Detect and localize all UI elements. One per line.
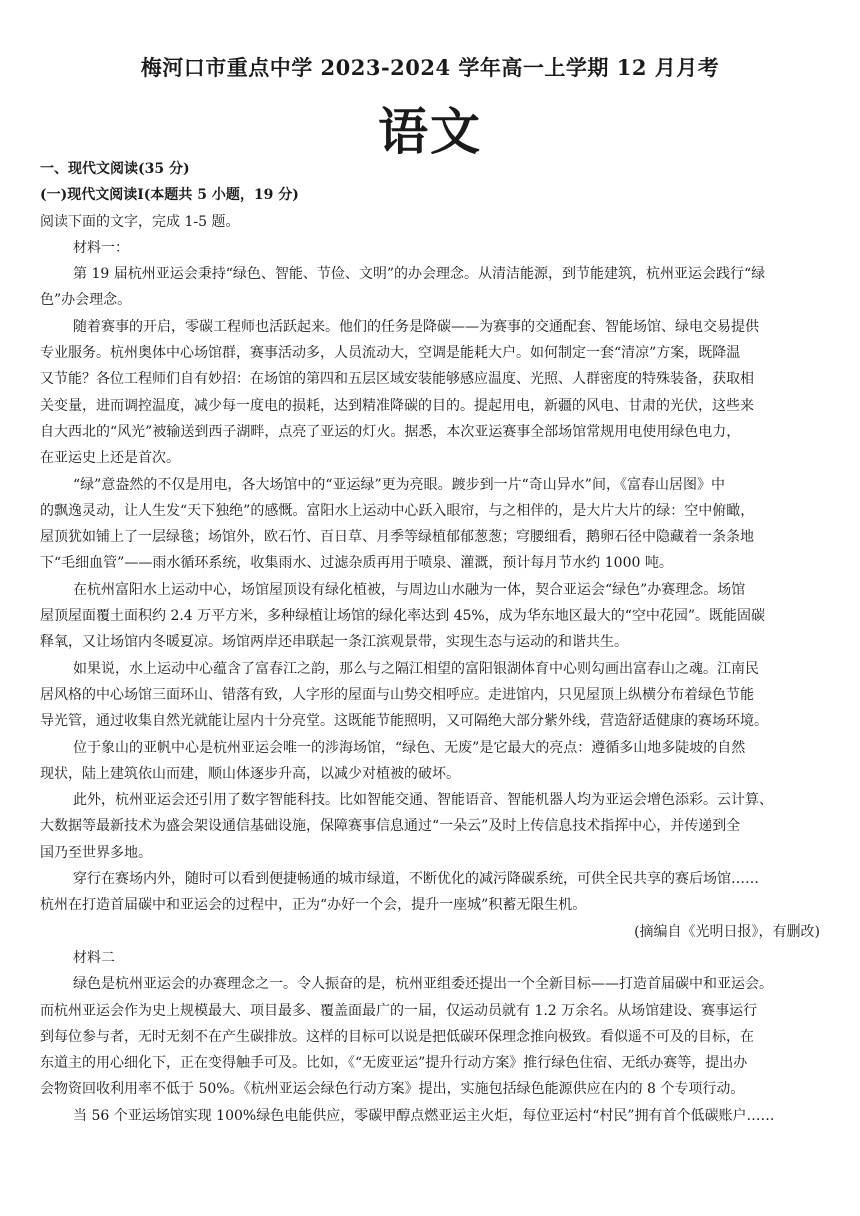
paragraph-line: 杭州在打造首届碳中和亚运会的过程中，正为“办好一个会，提升一座城”积蓄无限生机。 [40, 897, 587, 914]
paragraph-line: 又节能？各位工程师们自有妙招：在场馆的第四和五层区域安装能够感应温度、光照、人群密度的特殊装备，获取相 [40, 371, 754, 388]
paragraph-line: 当 56 个亚运场馆实现 100%绿色电能供应，零碳甲醇点燃亚运主火炬，每位亚运村“村民”拥有首个低碳账户…… [73, 1107, 775, 1124]
paragraph-line: 此外，杭州亚运会还引用了数字智能科技。比如智能交通、智能语音、智能机器人均为亚运会增色添彩。云计算、 [73, 792, 773, 809]
paragraph-line: 关变量，进而调控温度，减少每一度电的损耗，达到精准降碳的目的。提起用电，新疆的风电、甘肃的光伏，这些来 [40, 397, 754, 414]
paragraph-line: 第 19 届杭州亚运会秉持“绿色、智能、节俭、文明”的办会理念。从清洁能源，到节能建筑，杭州亚运会践行“绿 [73, 266, 766, 283]
paragraph-line: 大数据等最新技术为盛会架设通信基础设施，保障赛事信息通过“一朵云”及时上传信息技术指挥中心，并传递到全 [40, 818, 741, 835]
paragraph-line: 穿行在赛场内外，随时可以看到便捷畅通的城市绿道，不断优化的减污降碳系统，可供全民共享的赛后场馆…… [73, 871, 759, 888]
paragraph-line: 随着赛事的开启，零碳工程师也活跃起来。他们的任务是降碳——为赛事的交通配套、智能场馆、绿电交易提供 [73, 318, 759, 335]
paragraph-line: 释氧，又让场馆内冬暖夏凉。场馆两岸还串联起一条江滨观景带，实现生态与运动的和谐共生。 [40, 634, 628, 651]
paragraph-line: 在亚运史上还是首次。 [40, 450, 180, 467]
paragraph-line: 绿色是杭州亚运会的办赛理念之一。令人振奋的是，杭州亚组委还提出一个全新目标——打造首届碳中和亚运会。 [73, 976, 773, 993]
material2-label: 材料二 [73, 949, 115, 966]
paragraph-line: 而杭州亚运会作为史上规模最大、项目最多、覆盖面最广的一届，仅运动员就有 1.2 万余名。从场馆建设、赛事运行 [40, 1002, 758, 1019]
paragraph-line: 下“毛细血管”——雨水循环系统，收集雨水、过滤杂质再用于喷泉、灌溉，预计每月节水约 1000 吨。 [40, 555, 673, 572]
paragraph-line: 屋顶犹如铺上了一层绿毯；场馆外，欧石竹、百日草、月季等绿植郁郁葱葱；穹腰细看，鹅卵石径中隐藏着一条条地 [40, 529, 754, 546]
paragraph-line: 东道主的用心细化下，正在变得触手可及。比如，《“无废亚运”提升行动方案》推行绿色住宿、无纸办赛等，提出办 [40, 1055, 748, 1072]
paragraph-line: 如果说，水上运动中心蕴含了富春江之韵，那么与之隔江相望的富阳银湖体育中心则勾画出富春山之魂。江南民 [73, 660, 759, 677]
subject-title: 语文 [378, 102, 482, 161]
source-citation: (摘编自《光明日报》，有删改) [634, 923, 820, 940]
paragraph-line: 屋顶屋面覆土面积约 2.4 万平方米，多种绿植让场馆的绿化率达到 45%，成为华东地区最大的“空中花园”。既能固碳 [40, 608, 766, 625]
paragraph-line: 色”办会理念。 [40, 292, 132, 309]
section-heading: 一、现代文阅读(35 分) [40, 161, 190, 177]
exam-title: 梅河口市重点中学 2023-2024 学年高一上学期 12 月月考 [140, 55, 720, 80]
paragraph-line: 自大西北的“风光”被输送到西子湖畔，点亮了亚运的灯火。据悉，本次亚运赛事全部场馆常规用电使用绿色电力， [40, 423, 741, 440]
paragraph-line: 导光管，通过收集自然光就能让屋内十分亮堂。这既能节能照明，又可隔绝大部分紫外线，营造舒适健康的赛场环境。 [40, 713, 768, 730]
paragraph-line: 位于象山的亚帆中心是杭州亚运会唯一的涉海场馆，“绿色、无废”是它最大的亮点：遵循多山地多陡坡的自然 [73, 739, 746, 756]
paragraph-line: 的飘逸灵动，让人生发“天下独绝”的感慨。富阳水上运动中心跃入眼帘，与之相伴的，是大片大片的绿：空中俯瞰， [40, 502, 755, 519]
paragraph-line: 现状，陆上建筑依山而建，顺山体逐步升高，以减少对植被的破坏。 [40, 765, 460, 782]
paragraph-line: 到每位参与者，无时无刻不在产生碳排放。这样的目标可以说是把低碳环保理念推向极致。看似遥不可及的目标，在 [40, 1028, 754, 1045]
section-subheading: (一)现代文阅读Ⅰ(本题共 5 小题，19 分) [40, 187, 299, 204]
material1-label: 材料一： [73, 239, 129, 256]
paragraph-line: “绿”意盎然的不仅是用电，各大场馆中的“亚运绿”更为亮眼。踱步到一片“奇山异水”间，《富春山居图》中 [73, 476, 725, 493]
paragraph-line: 专业服务。杭州奥体中心场馆群，赛事活动多，人员流动大，空调是能耗大户。如何制定一套“清凉”方案，既降温 [40, 345, 741, 362]
paragraph-line: 居风格的中心场馆三面环山、错落有致，人字形的屋面与山势交相呼应。走进馆内，只见屋顶上纵横分布着绿色节能 [40, 686, 754, 703]
section-instruction: 阅读下面的文字，完成 1-5 题。 [40, 213, 240, 230]
reading-content [40, 156, 820, 1129]
paragraph-line: 在杭州富阳水上运动中心，场馆屋顶设有绿化植被，与周边山水融为一体，契合亚运会“绿色”办赛理念。场馆 [73, 581, 746, 598]
paragraph-line: 国乃至世界多地。 [40, 844, 152, 861]
paragraph-line: 会物资回收利用率不低于 50%。《杭州亚运会绿色行动方案》提出，实施包括绿色能源供应在内的 8 个专项行动。 [40, 1081, 745, 1098]
